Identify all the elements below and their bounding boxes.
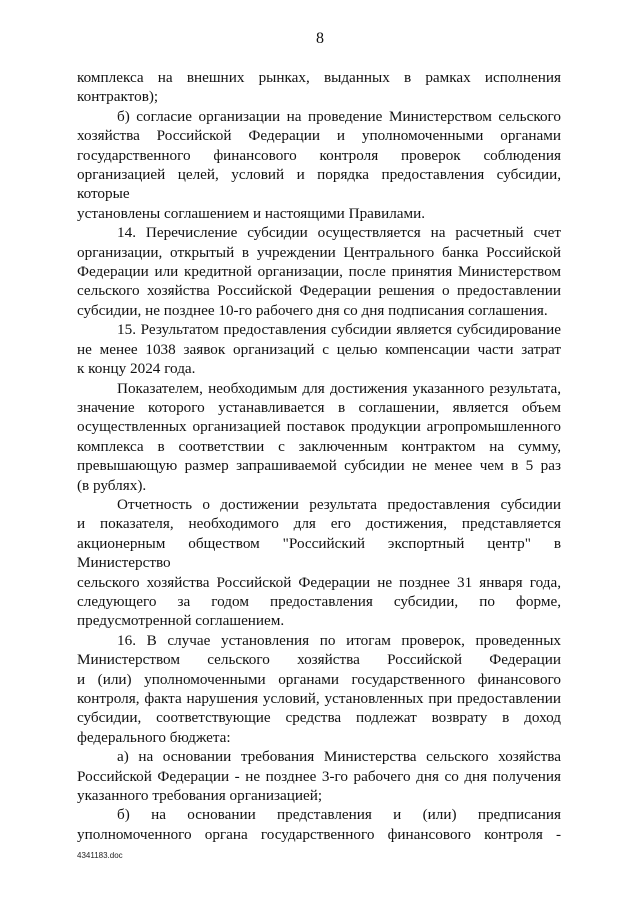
text-line: контроля, факта нарушения условий, установленных при предоставлении — [77, 690, 561, 707]
text-line: предусмотренной соглашением. — [77, 612, 285, 630]
document-body — [77, 68, 561, 844]
text-line: 16. В случае установления по итогам проверок, проведенных — [117, 631, 561, 649]
text-line: значение которого устанавливается в соглашении, является объем — [77, 398, 561, 416]
document-file-code: 4341183.doc — [77, 851, 123, 860]
text-line: указанного требования организацией; — [77, 787, 323, 805]
text-line: 14. Перечисление субсидии осуществляется на расчетный счет — [117, 224, 561, 242]
text-line: субсидии, не позднее 10-го рабочего дня со дня подписания соглашения. — [77, 301, 548, 319]
text-line: федерального бюджета: — [77, 728, 231, 746]
text-line: акционерным обществом "Российский экспортный центр" в Министерство — [77, 534, 561, 572]
text-line: 15. Результатом предоставления субсидии является субсидирование — [117, 321, 561, 339]
text-line: следующего за годом предоставления субсидии, по форме, — [77, 592, 561, 610]
text-line: и (или) уполномоченными органами государственного финансового — [77, 670, 561, 688]
text-line: и показателя, необходимого для его достижения, представляется — [77, 515, 561, 533]
text-line: организацией целей, условий и порядка предоставления субсидии, которые — [77, 166, 561, 203]
text-line: к концу 2024 года. — [77, 360, 196, 378]
text-line: б) согласие организации на проведение Министерством сельского — [117, 107, 561, 125]
text-line: установлены соглашением и настоящими Правилами. — [77, 204, 426, 222]
text-line: Показателем, необходимым для достижения указанного результата, — [117, 379, 561, 397]
text-line: превышающую размер запрашиваемой субсидии не менее чем в 5 раз — [77, 457, 561, 475]
text-line: сельского хозяйства Российской Федерации не позднее 31 января года, — [77, 573, 561, 591]
text-line: а) на основании требования Министерства сельского хозяйства — [117, 748, 561, 766]
text-line: Российской Федерации - не позднее 3-го рабочего дня со дня получения — [77, 767, 561, 785]
text-line: комплекса в соответствии с заключенным контрактом на сумму, — [77, 437, 561, 455]
text-line: субсидии, соответствующие средства подлежат возврату в доход — [77, 709, 561, 727]
page-number: 8 — [316, 30, 324, 47]
text-line: Отчетность о достижении результата предоставления субсидии — [117, 495, 561, 513]
text-line: комплекса на внешних рынках, выданных в рамках исполнения — [77, 69, 561, 86]
text-line: организации, открытый в учреждении Центрального банка Российской — [77, 243, 561, 261]
text-line: (в рублях). — [77, 476, 147, 494]
text-line: Министерством сельского хозяйства Российской Федерации — [77, 651, 561, 669]
text-line: б) на основании представления и (или) предписания — [117, 806, 561, 824]
text-line: хозяйства Российской Федерации и уполномоченными органами — [77, 127, 561, 145]
text-line: не менее 1038 заявок организаций с целью компенсации части затрат — [77, 340, 561, 358]
text-line: осуществленных организацией поставок продукции агропромышленного — [77, 418, 561, 436]
text-line: государственного финансового контроля проверок соблюдения — [77, 146, 561, 164]
text-line: уполномоченного органа государственного финансового контроля - — [77, 825, 561, 843]
text-line: контрактов); — [77, 88, 159, 106]
text-line: сельского хозяйства Российской Федерации решения о предоставлении — [77, 282, 561, 300]
text-line: Федерации или кредитной организации, после принятия Министерством — [77, 263, 561, 281]
